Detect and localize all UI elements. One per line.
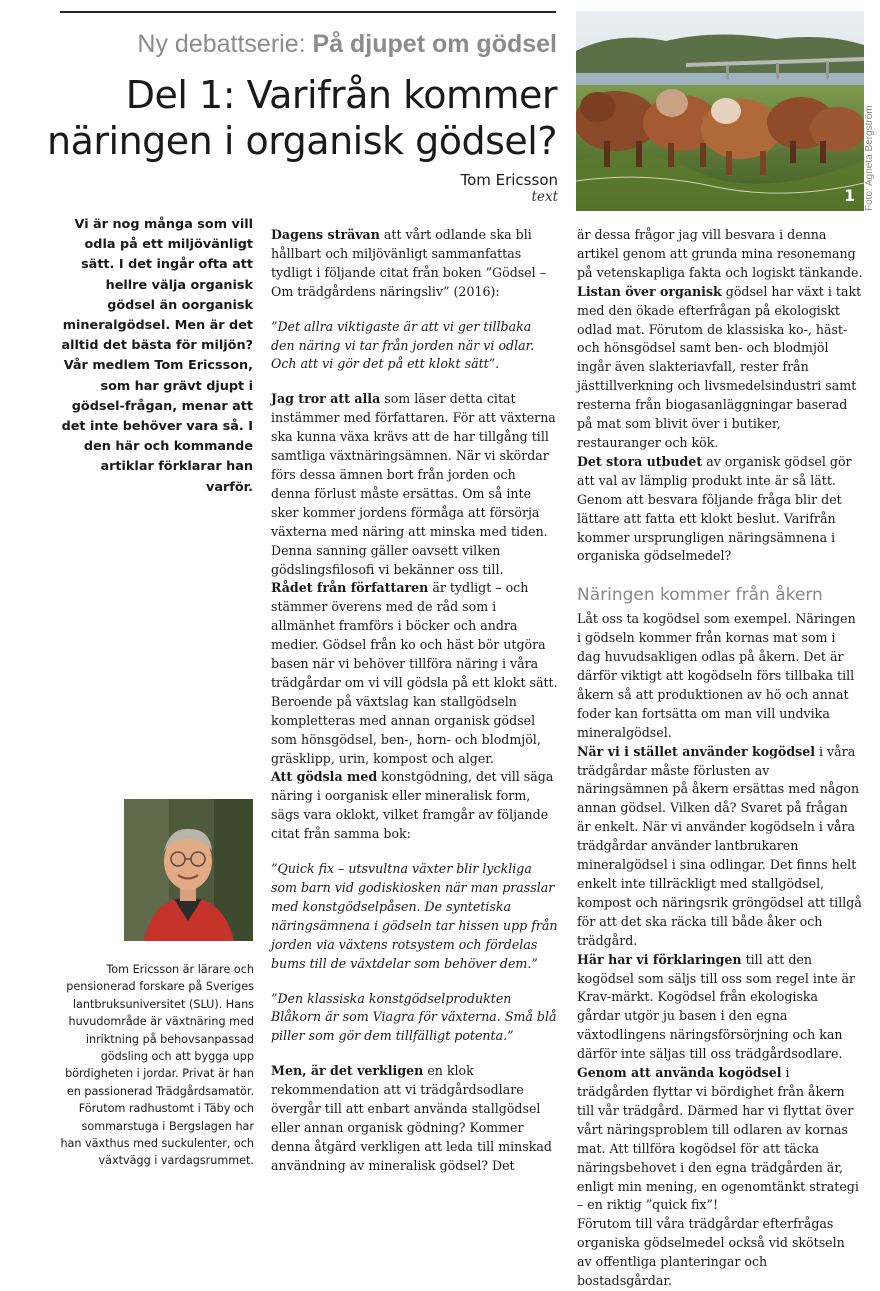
paragraph-lead: Rådet från författaren	[271, 580, 429, 596]
paragraph-text: i våra trädgårdar måste förlusten av näringsämnen på åkern ersättas med någon annan gödsel. Vilken då? Svaret på frågan är enkelt. När vi använder kogödseln i våra trädgårdar använder lantbrukaren mineralgödsel i sina odlingar. Det finns helt enkelt inte tillräckligt med stallgödsel, kompost och näringsrik gröngödsel att tillgå för att det ska räcka till både åker och trädgård.	[577, 743, 862, 948]
section-subheading: Näringen kommer från åkern	[577, 585, 823, 606]
quote: ”Det allra viktigaste är att vi ger tillbaka den näring vi tar från jorden när vi odlar. Och att vi gör det på ett klokt sätt”.	[271, 318, 535, 372]
paragraph-lead: När vi i stället använder kogödsel	[577, 743, 816, 759]
paragraph: Förutom till våra trädgårdar efterfrågas organiska gödselmedel också vid skötseln av offentliga planteringar och bostadsgårdar.	[577, 1216, 845, 1289]
header-rule	[60, 11, 556, 13]
paragraph-text: att vårt odlande ska bli hållbart och miljövänligt sammanfattas tydligt i följande citat från boken ”Gödsel – Om trädgårdens näringsliv” (2016):	[271, 227, 547, 299]
cows-photo	[576, 11, 864, 211]
paragraph-lead: Här har vi förklaringen	[577, 951, 742, 967]
paragraph-lead: Genom att använda kogödsel	[577, 1065, 782, 1081]
paragraph-text: konstgödning, det vill säga näring i oorganisk eller mineralisk form, sägs vara oklokt, vilket framgår av följande citat från samma bok:	[271, 769, 554, 842]
paragraph	[271, 768, 558, 844]
paragraph-text: gödsel har växt i takt med den ökade efterfrågan på ekologiskt odlad mat. Förutom de klassiska ko-, häst- och hönsgödsel samt ben- och blodmjöl ingår även slakteriavfall, rester från jästtillverkning och livsmedelsindustri samt resterna från biogasanläggningar baserad på mat som blivit över i butiker, restauranger och kök.	[577, 283, 862, 450]
author-portrait	[124, 799, 253, 941]
paragraph-lead: Jag tror att alla	[271, 391, 381, 407]
paragraph	[271, 226, 558, 302]
paragraph-text: en klok rekommendation att vi trädgårdsodlare övergår till att enbart använda stallgödsel eller annan organisk gödning? Kommer denna åtgärd verkligen att leda till minskad användning av mineralisk gödsel? Det	[271, 1063, 552, 1173]
paragraph-lead: Det stora utbudet	[577, 453, 703, 469]
series-prefix: Ny debattserie:	[137, 30, 306, 58]
photo-credit: Foto: Agneta Bergström	[864, 105, 875, 211]
paragraph	[577, 1064, 863, 1215]
author-name: Tom Ericsson	[460, 171, 558, 189]
paragraph	[577, 743, 863, 951]
author-bio: Tom Ericsson är lärare och pensionerad forskare på Sveriges lantbruksuniversitet (SLU). Hans huvudområde är växtnäring med inriktning på behovsanpassad gödsling och att bygga upp bördigheten i jordar. Privat är han en passionerad Trädgårdsamatör. Förutom radhustomt i Täby och sommarstuga i Bergslagen har han växthus med suckulenter, och växtvägg i vardagsrummet.	[60, 963, 254, 1168]
author-role: text	[531, 189, 558, 205]
paragraph: Låt oss ta kogödsel som exempel. Näringen i gödseln kommer från kornas mat som i dag huvudsakligen odlas på åkern. Det är därför viktigt att kogödseln förs tillbaka till åkern så att produktionen av hö och annat foder kan fortsätta om man vill undvika mineralgödsel.	[577, 611, 856, 740]
paragraph-lead: Men, är det verkligen	[271, 1063, 424, 1079]
paragraph-lead: Att gödsla med	[271, 769, 378, 785]
paragraph	[271, 579, 558, 768]
title-line-2: näringen i organisk gödsel?	[47, 119, 557, 163]
ingress-text: Vi är nog många som vill odla på ett miljövänligt sätt. I det ingår ofta att hellre välja organisk gödsel än oorganisk mineralgödsel. Men är det alltid det bästa för miljön? Vår medlem Tom Ericsson, som har grävt djupt i gödsel-frågan, menar att det inte behöver vara så. I den här och kommande artiklar förklarar han varför.	[61, 217, 253, 495]
paragraph-lead: Listan över organisk	[577, 283, 722, 299]
paragraph-text: är tydligt – och stämmer överens med de råd som i allmänhet framförs i böcker och andra medier. Gödsel från ko och häst bör utgöra basen när vi behöver tillföra näring i våra trädgårdar om vi vill gödsla på ett klokt sätt. Beroende på växtslag kan stallgödseln kompletteras med annan organisk gödsel som hönsgödsel, ben-, horn- och blodmjöl, gräsklipp, urin, kompost och alger.	[271, 580, 558, 766]
paragraph	[577, 283, 863, 453]
paragraph	[271, 390, 558, 579]
title-line-1: Del 1: Varifrån kommer	[125, 73, 557, 117]
body-column-2	[577, 226, 863, 1291]
paragraph-text: av organisk gödsel gör att val av lämplig produkt inte är så lätt. Genom att besvara följande fråga blir det lättare att fatta ett klokt beslut. Varifrån kommer ursprungligen näringsämnena i organiska gödselmedel?	[577, 453, 852, 564]
quote: ”Quick fix – utsvultna växter blir lyckliga som barn vid godiskiosken när man prasslar med konstgödselpåsen. De syntetiska näringsämnena i gödseln tar hissen upp från jorden via växtens rotsystem och fördelas bums till de växtdelar som behöver dem.”	[271, 861, 558, 971]
quote: ”Den klassiska konstgödselprodukten Blåkorn är som Viagra för växterna. Små blå piller som gör dem tillfälligt potenta.”	[271, 990, 557, 1044]
paragraph: är dessa frågor jag vill besvara i denna artikel genom att grunda mina resonemang på vetenskapliga fakta och logiskt tänkande.	[577, 227, 863, 280]
paragraph	[271, 1062, 558, 1175]
paragraph-lead: Dagens strävan	[271, 227, 380, 242]
paragraph	[577, 453, 863, 566]
body-column-1	[271, 226, 558, 1176]
paragraph-text: som läser detta citat instämmer med författaren. För att växterna ska kunna växa krävs att de har tillgång till samtliga växtnäringsämnen. När vi skördar förs dessa ämnen bort från jorden och denna förlust måste ersättas. Om så inte sker kommer jordens förmåga att försörja växterna med näring att minska med tiden. Denna sanning gäller oavsett vilken gödslingsfilosofi vi bekänner oss till.	[271, 391, 556, 577]
photo-number: 1	[844, 186, 856, 205]
series-name: På djupet om gödsel	[312, 30, 557, 58]
article-title	[37, 72, 557, 164]
series-heading	[137, 30, 557, 59]
paragraph	[577, 951, 863, 1064]
paragraph-text: till att den kogödsel som säljs till oss som regel inte är Krav-märkt. Kogödsel från ekologiska gårdar utgör ju basen i den egna växtodlingens näringsförsörjning och kan därför inte säljas till oss trädgårdsodlare.	[577, 951, 856, 1062]
paragraph-text: i trädgården flyttar vi bördighet från åkern till vår trädgård. Därmed har vi flyttat över vårt näringsproblem till odlaren av kornas mat. Att tillföra kogödsel för att täcka näringsbehovet i den egna trädgården är, enligt min mening, en ogenomtänkt strategi – en riktig ”quick fix”!	[577, 1065, 859, 1213]
